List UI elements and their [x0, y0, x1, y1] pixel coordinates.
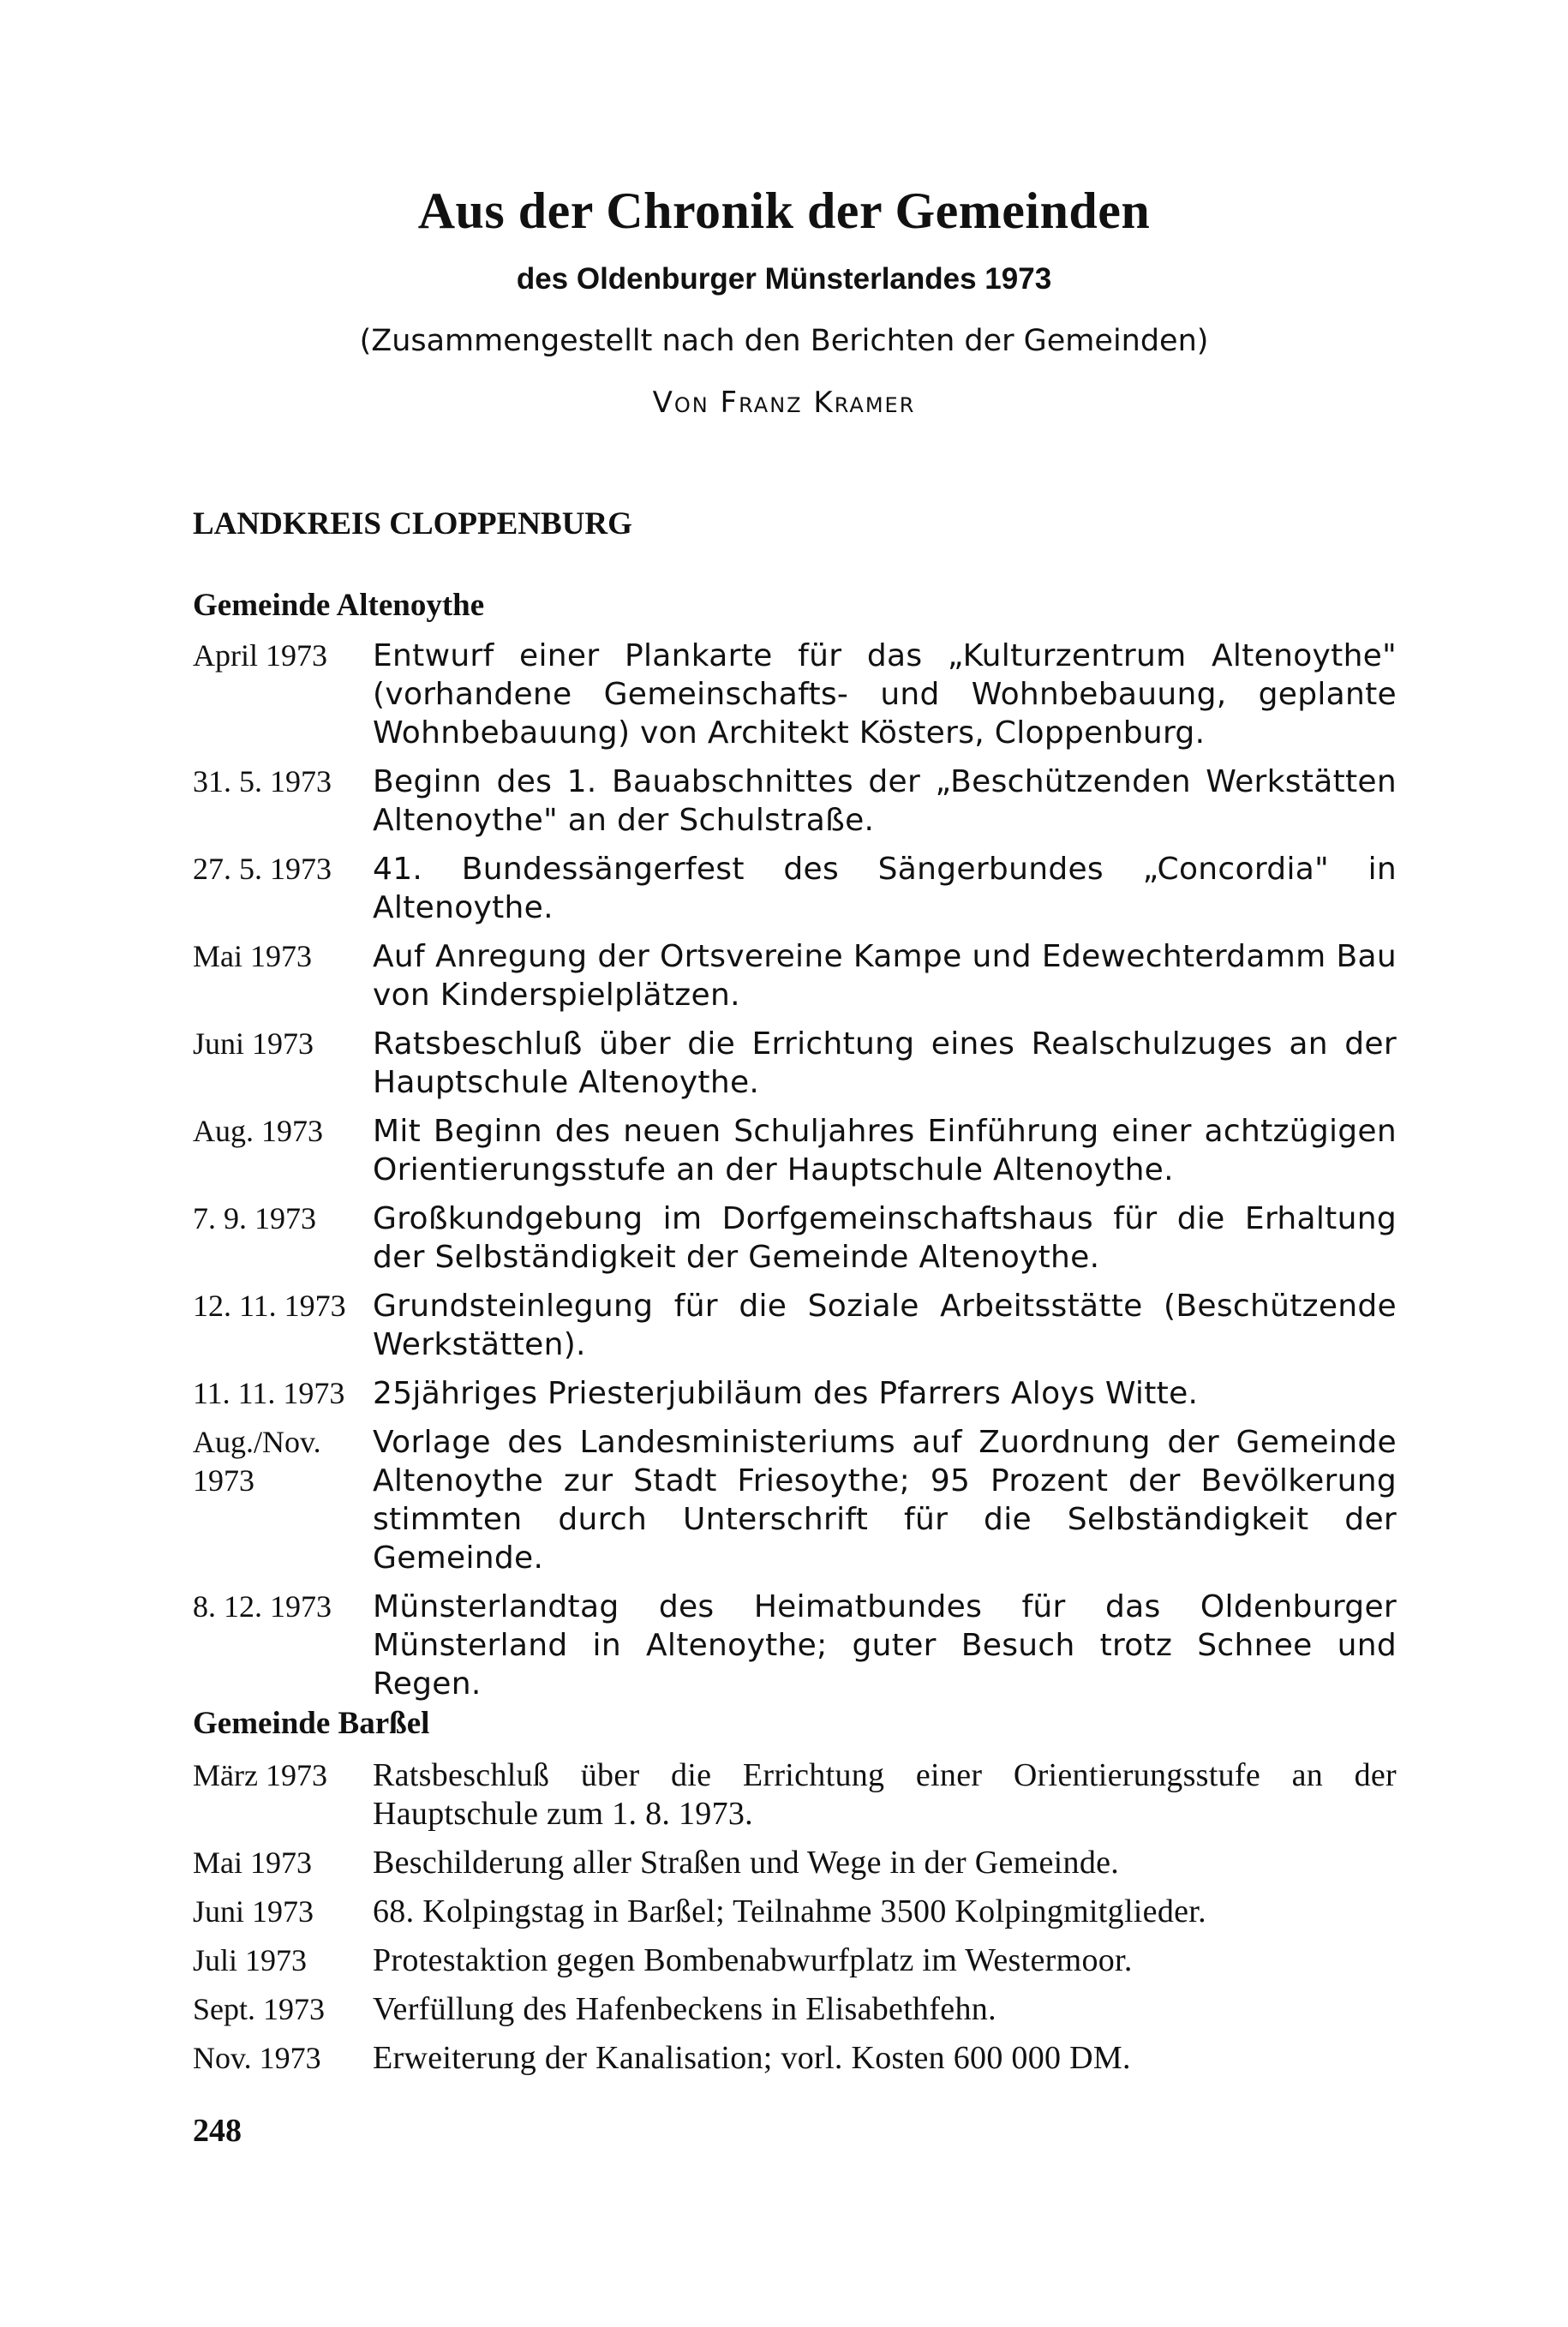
- entry-date: April 1973: [193, 638, 327, 673]
- entry-date: Sept. 1973: [193, 1992, 326, 2026]
- chronicle-entry: [193, 1941, 1392, 1980]
- entry-date: 12. 11. 1973: [193, 1289, 346, 1323]
- entry-text: Erweiterung der Kanalisation; vorl. Kosten 600 000 DM.: [373, 2040, 1131, 2076]
- entry-text: Protestaktion gegen Bombenabwurfplatz im Westermoor.: [373, 1942, 1133, 1978]
- compilation-note: (Zusammengestellt nach den Berichten der Gemeinden): [359, 324, 1209, 358]
- entry-date: Juni 1973: [193, 1894, 314, 1929]
- entry-date: Juni 1973: [193, 1026, 314, 1061]
- district-heading: LANDKREIS CLOPPENBURG: [193, 506, 632, 541]
- entry-date: Juli 1973: [193, 1943, 308, 1977]
- entry-text: Verfüllung des Hafenbeckens in Elisabethfehn.: [373, 1991, 996, 2027]
- entry-date: Nov. 1973: [193, 2041, 321, 2075]
- chronicle-entry: [193, 1756, 1397, 1833]
- entry-text: Münsterlandtag des Heimatbundes für das Oldenburger Münsterland in Altenoythe; guter Besuch trotz Schnee und Regen.: [373, 1589, 1397, 1702]
- entry-date: Aug./Nov. 1973: [193, 1425, 321, 1498]
- entry-date: Mai 1973: [193, 939, 312, 973]
- section-heading-altenoythe: Gemeinde Altenoythe: [193, 588, 485, 623]
- entry-date: 8. 12. 1973: [193, 1589, 332, 1624]
- chronicle-entry: [193, 1112, 1397, 1189]
- chronicle-entry: [193, 1844, 1392, 1882]
- entry-text: 41. Bundessängerfest des Sängerbundes „Concordia" in Altenoythe.: [373, 852, 1397, 925]
- chronicle-entry: [193, 1199, 1397, 1277]
- page-number: 248: [193, 2113, 242, 2149]
- entry-text: Beginn des 1. Bauabschnittes der „Beschützenden Werkstätten Altenoythe" an der Schulstraße.: [373, 764, 1397, 838]
- entry-date: 27. 5. 1973: [193, 852, 332, 886]
- page-subtitle: des Oldenburger Münsterlandes 1973: [516, 262, 1052, 296]
- chronicle-entry: [193, 1990, 1392, 2029]
- chronicle-entry: [193, 1588, 1397, 1703]
- chronicle-entry: [193, 1893, 1392, 1931]
- chronicle-entry: [193, 1374, 1392, 1413]
- chronicle-entry: [193, 2039, 1392, 2078]
- chronicle-entry: [193, 1025, 1397, 1102]
- entry-list-barssel: [193, 1756, 1397, 2088]
- chronicle-entry: [193, 850, 1397, 927]
- entry-text: 25jähriges Priesterjubiläum des Pfarrers Aloys Witte.: [373, 1376, 1199, 1411]
- entry-text: Ratsbeschluß über die Errichtung einer Orientierungsstufe an der Hauptschule zum 1. 8. 1973.: [373, 1757, 1397, 1832]
- entry-text: Ratsbeschluß über die Errichtung eines Realschulzuges an der Hauptschule Altenoythe.: [373, 1026, 1397, 1100]
- chronicle-entry: [193, 937, 1397, 1014]
- chronicle-entry: [193, 1287, 1397, 1364]
- entry-text: Mit Beginn des neuen Schuljahres Einführung einer achtzügigen Orientierungsstufe an der Hauptschule Altenoythe.: [373, 1114, 1397, 1187]
- entry-date: 11. 11. 1973: [193, 1376, 345, 1410]
- entry-text: Auf Anregung der Ortsvereine Kampe und Edewechterdamm Bau von Kinderspielplätzen.: [373, 939, 1397, 1013]
- entry-text: Großkundgebung im Dorfgemeinschaftshaus für die Erhaltung der Selbständigkeit der Gemeinde Altenoythe.: [373, 1201, 1397, 1275]
- entry-text: Beschilderung aller Straßen und Wege in der Gemeinde.: [373, 1845, 1120, 1881]
- entry-date: 7. 9. 1973: [193, 1201, 316, 1235]
- entry-date: 31. 5. 1973: [193, 764, 332, 799]
- chronicle-entry: [193, 763, 1397, 840]
- chronicle-entry: [193, 1423, 1397, 1577]
- page-title: Aus der Chronik der Gemeinden: [417, 182, 1151, 239]
- entry-text: 68. Kolpingstag in Barßel; Teilnahme 3500 Kolpingmitglieder.: [373, 1893, 1206, 1929]
- entry-list-altenoythe: [193, 637, 1397, 1714]
- entry-text: Vorlage des Landesministeriums auf Zuordnung der Gemeinde Altenoythe zur Stadt Friesoythe; 95 Prozent der Bevölkerung stimmten durch Unterschrift für die Selbständigkeit der Gemeinde.: [373, 1425, 1397, 1576]
- entry-text: Entwurf einer Plankarte für das „Kulturzentrum Altenoythe" (vorhandene Gemeinschafts- und Wohnbebauung, geplante Wohnbebauung) von Architekt Kösters, Cloppenburg.: [373, 638, 1397, 751]
- entry-date: Aug. 1973: [193, 1114, 323, 1148]
- entry-date: Mai 1973: [193, 1845, 312, 1880]
- entry-text: Grundsteinlegung für die Soziale Arbeitsstätte (Beschützende Werkstätten).: [373, 1289, 1397, 1362]
- entry-date: März 1973: [193, 1758, 327, 1792]
- author-line: Von Franz Kramer: [652, 386, 916, 420]
- section-heading-barssel: Gemeinde Barßel: [193, 1706, 430, 1741]
- chronicle-entry: [193, 637, 1397, 752]
